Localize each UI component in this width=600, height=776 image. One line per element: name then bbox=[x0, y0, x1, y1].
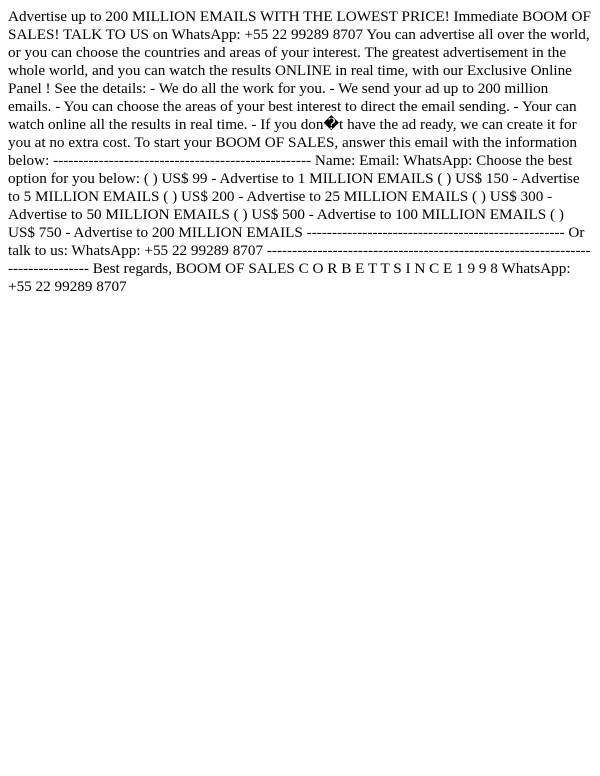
email-body-text: Advertise up to 200 MILLION EMAILS WITH THE LOWEST PRICE! Immediate BOOM OF SALES! TALK TO US on WhatsApp: +55 22 99289 8707 You can advertise all over the world, or you can choose the countries and areas of your interest. The greatest advertisement in the whole world, and you can watch the results ONLINE in real time, with our Exclusive Online Panel ! See the details: - We do all the work for you. - We send your ad up to 200 million emails. - You can choose the areas of your best interest to direct the email sending. - Your can watch online all the results in real time. - If you don�t have the ad ready, we can create it for you at no extra cost. To start your BOOM OF SALES, answer this email with the information below: --------------------------------------------------- Name: Email: WhatsApp: Choose the best option for you below: ( ) US$ 99 - Advertise to 1 MILLION EMAILS ( ) US$ 150 - Advertise to 5 MILLION EMAILS ( ) US$ 200 - Advertise to 25 MILLION EMAILS ( ) US$ 300 - Advertise to 50 MILLION EMAILS ( ) US$ 500 - Advertise to 100 MILLION EMAILS ( ) US$ 750 - Advertise to 200 MILLION EMAILS --------------------------------------------------- Or talk to us: WhatsApp: +55 22 99289 8707 -------------------------------------------------------------------------------- Best regards, BOOM OF SALES C O R B E T T S I N C E 1 9 9 8 WhatsApp: +55 22 99289 8707 bbox=[8, 8, 591, 295]
page bbox=[0, 8, 600, 776]
